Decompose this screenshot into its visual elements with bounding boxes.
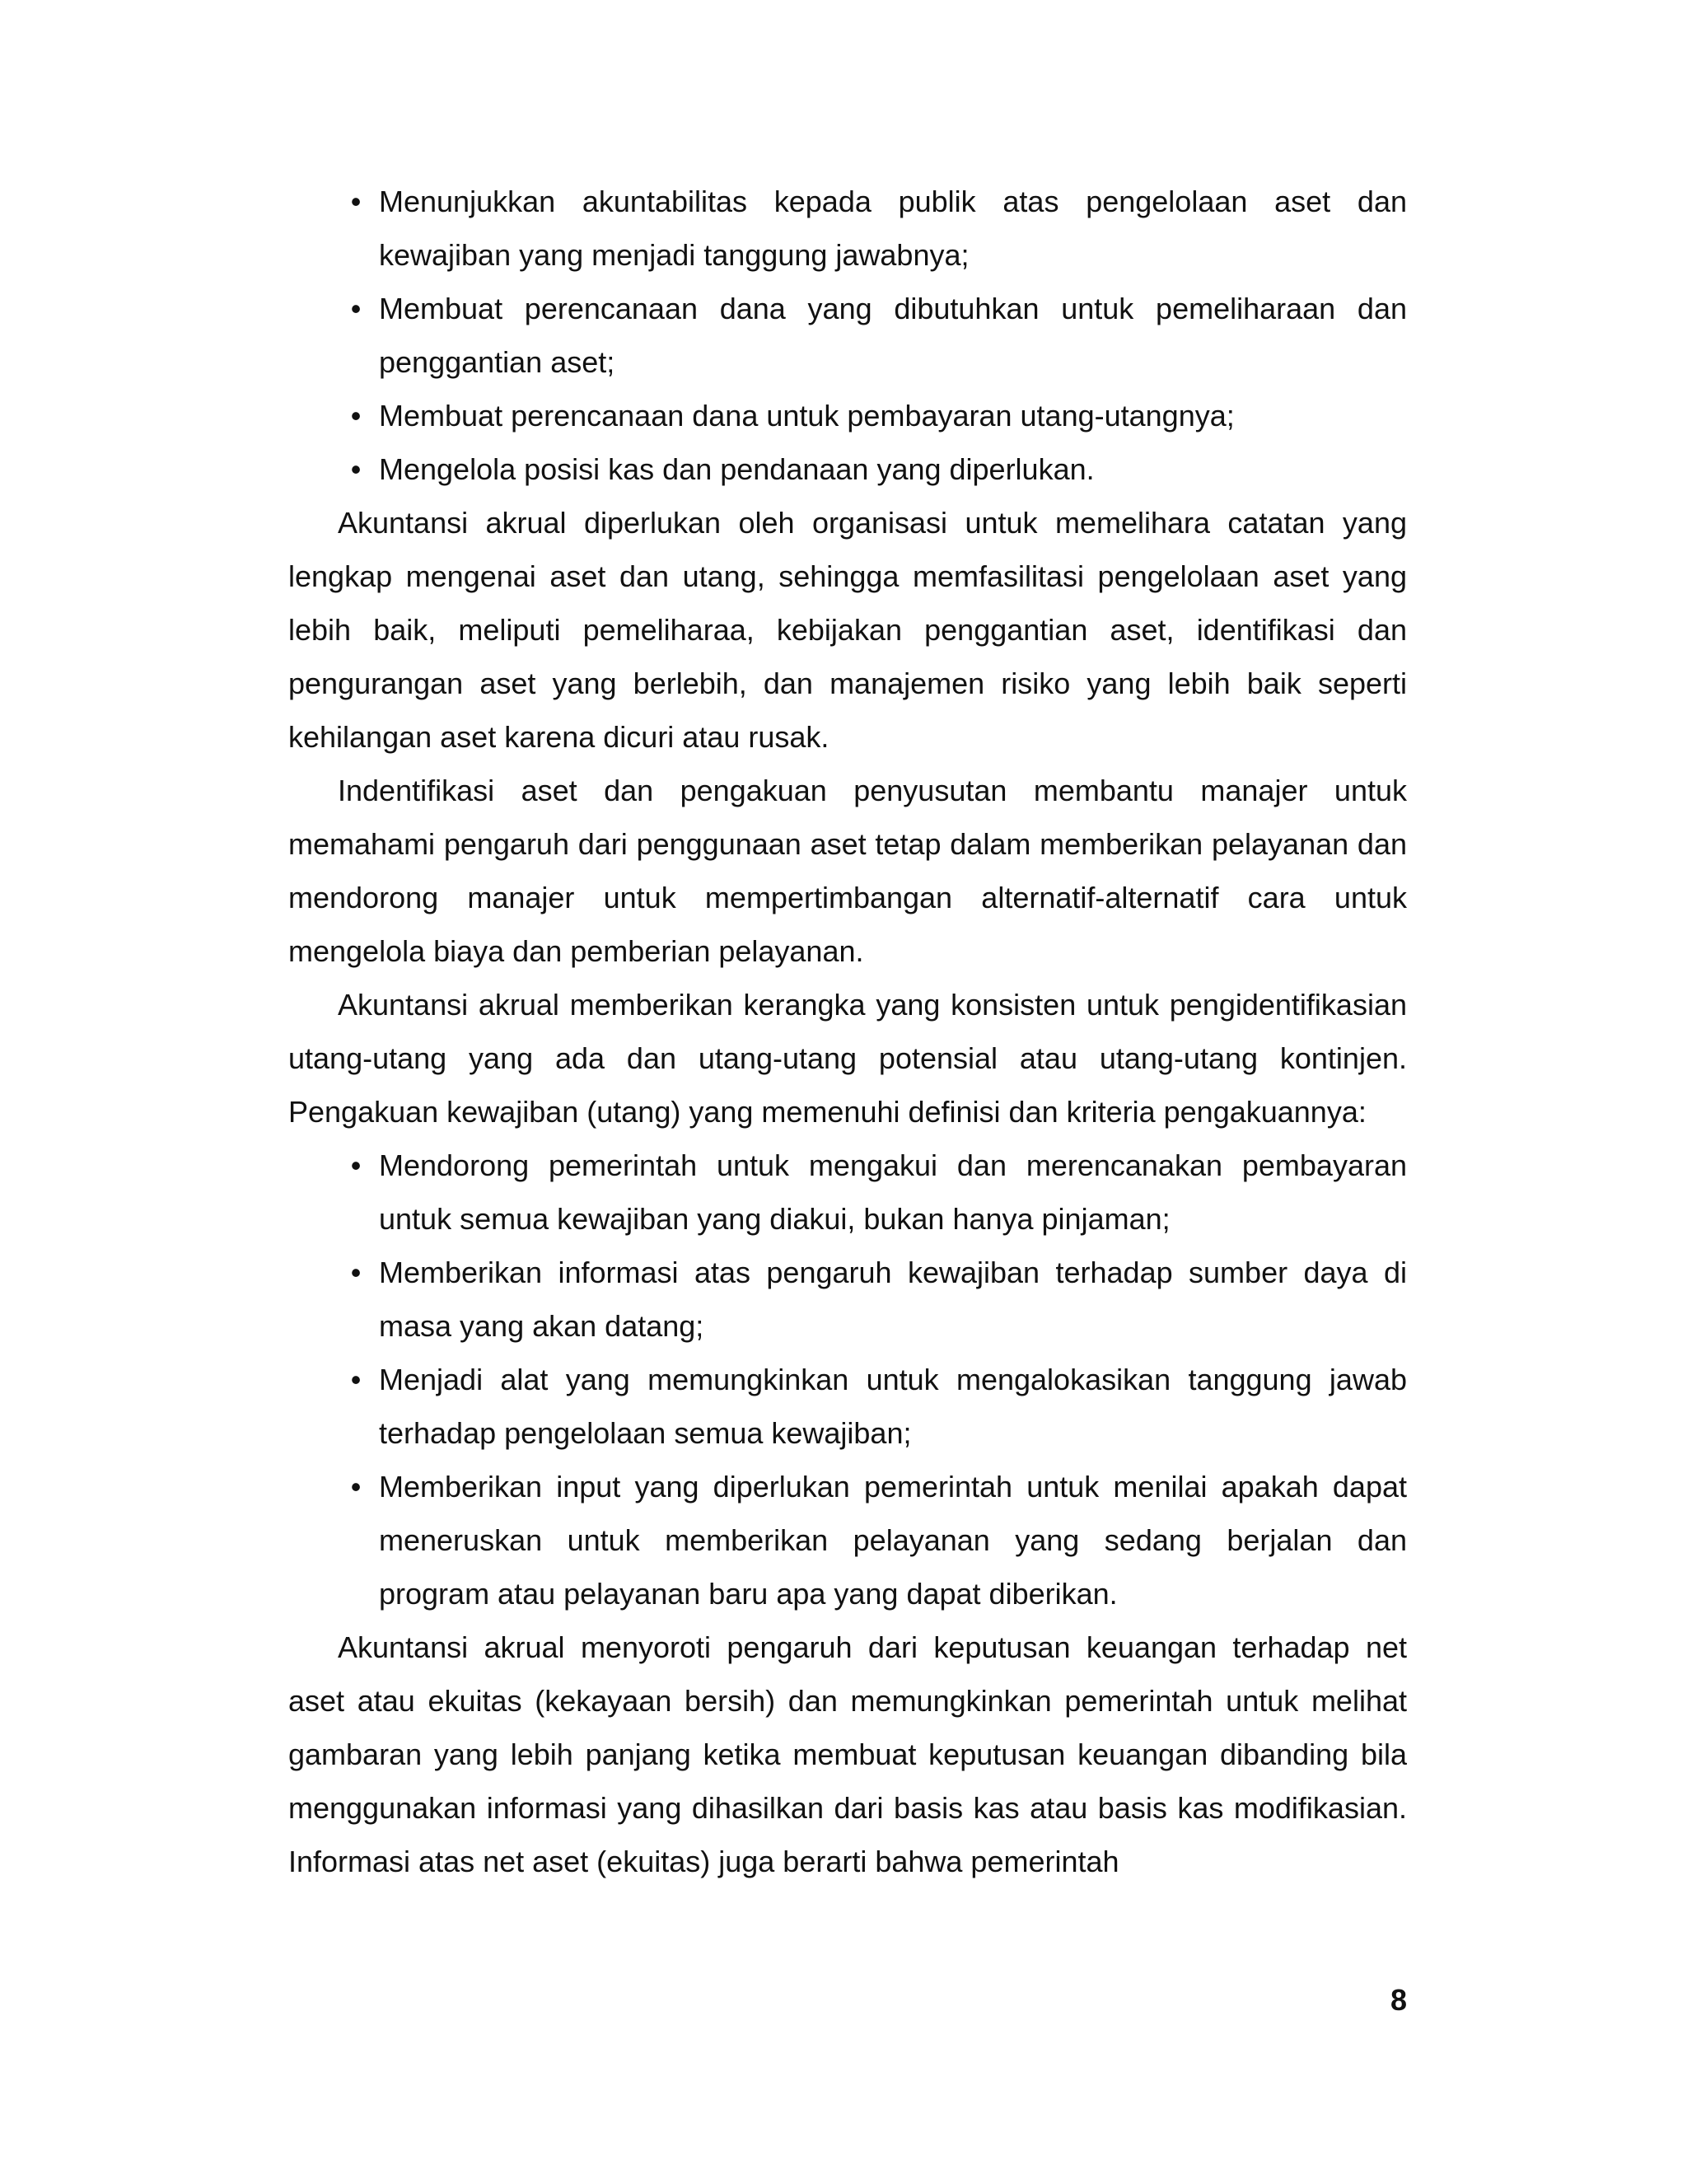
list-item: • Membuat perencanaan dana yang dibutuhkan untuk pemeliharaan dan penggantian aset; xyxy=(379,282,1407,389)
list-item: • Memberikan input yang diperlukan pemerintah untuk menilai apakah dapat meneruskan untuk memberikan pelayanan yang sedang berjalan dan program atau pelayanan baru apa yang dapat diberikan. xyxy=(379,1460,1407,1620)
bullet-icon: • xyxy=(350,1148,362,1182)
paragraph-accrual-records: Akuntansi akrual diperlukan oleh organisasi untuk memelihara catatan yang lengkap mengenai aset dan utang, sehingga memfasilitasi pengelolaan aset yang lebih baik, meliputi pemeliharaa, kebijakan penggantian aset, identifikasi dan pengurangan aset yang berlebih, dan manajemen risiko yang lebih baik seperti kehilangan aset karena dicuri atau rusak. xyxy=(288,506,1407,754)
bullet-icon: • xyxy=(350,1363,362,1396)
document-page xyxy=(288,175,1407,1888)
list-item: • Membuat perencanaan dana untuk pembayaran utang-utangnya; xyxy=(379,389,1407,442)
bullet-icon: • xyxy=(350,185,362,218)
list-item: • Menunjukkan akuntabilitas kepada publik atas pengelolaan aset dan kewajiban yang menjadi tanggung jawabnya; xyxy=(379,175,1407,282)
paragraph-asset-identification: Indentifikasi aset dan pengakuan penyusutan membantu manajer untuk memahami pengaruh dari penggunaan aset tetap dalam memberikan pelayanan dan mendorong manajer untuk mempertimbangan alternatif-alternatif cara untuk mengelola biaya dan pemberian pelayanan. xyxy=(288,774,1407,968)
bullet-icon: • xyxy=(350,292,362,325)
paragraph-liability-framework: Akuntansi akrual memberikan kerangka yang konsisten untuk pengidentifikasian utang-utang yang ada dan utang-utang potensial atau utang-utang kontinjen. Pengakuan kewajiban (utang) yang memenuhi definisi dan kriteria pengakuannya: xyxy=(288,988,1407,1129)
list-item: • Memberikan informasi atas pengaruh kewajiban terhadap sumber daya di masa yang akan datang; xyxy=(379,1246,1407,1353)
list-item: • Menjadi alat yang memungkinkan untuk mengalokasikan tanggung jawab terhadap pengelolaan semua kewajiban; xyxy=(379,1353,1407,1460)
bullet-icon: • xyxy=(350,399,362,433)
list-item: • Mengelola posisi kas dan pendanaan yang diperlukan. xyxy=(379,442,1407,496)
list-item: • Mendorong pemerintah untuk mengakui dan merencanakan pembayaran untuk semua kewajiban yang diakui, bukan hanya pinjaman; xyxy=(379,1139,1407,1246)
bullet-list-asset-purposes xyxy=(288,175,1407,496)
bullet-icon: • xyxy=(350,452,362,486)
bullet-icon: • xyxy=(350,1256,362,1289)
paragraph-net-assets: Akuntansi akrual menyoroti pengaruh dari keputusan keuangan terhadap net aset atau ekuitas (kekayaan bersih) dan memungkinkan pemerintah untuk melihat gambaran yang lebih panjang ketika membuat keputusan keuangan dibanding bila menggunakan informasi yang dihasilkan dari basis kas atau basis kas modifikasian. Informasi atas net aset (ekuitas) juga berarti bahwa pemerintah xyxy=(288,1630,1407,1878)
bullet-icon: • xyxy=(350,1470,362,1504)
page-number: 8 xyxy=(1390,1983,1407,2017)
bullet-list-liability-recognition xyxy=(288,1139,1407,1620)
